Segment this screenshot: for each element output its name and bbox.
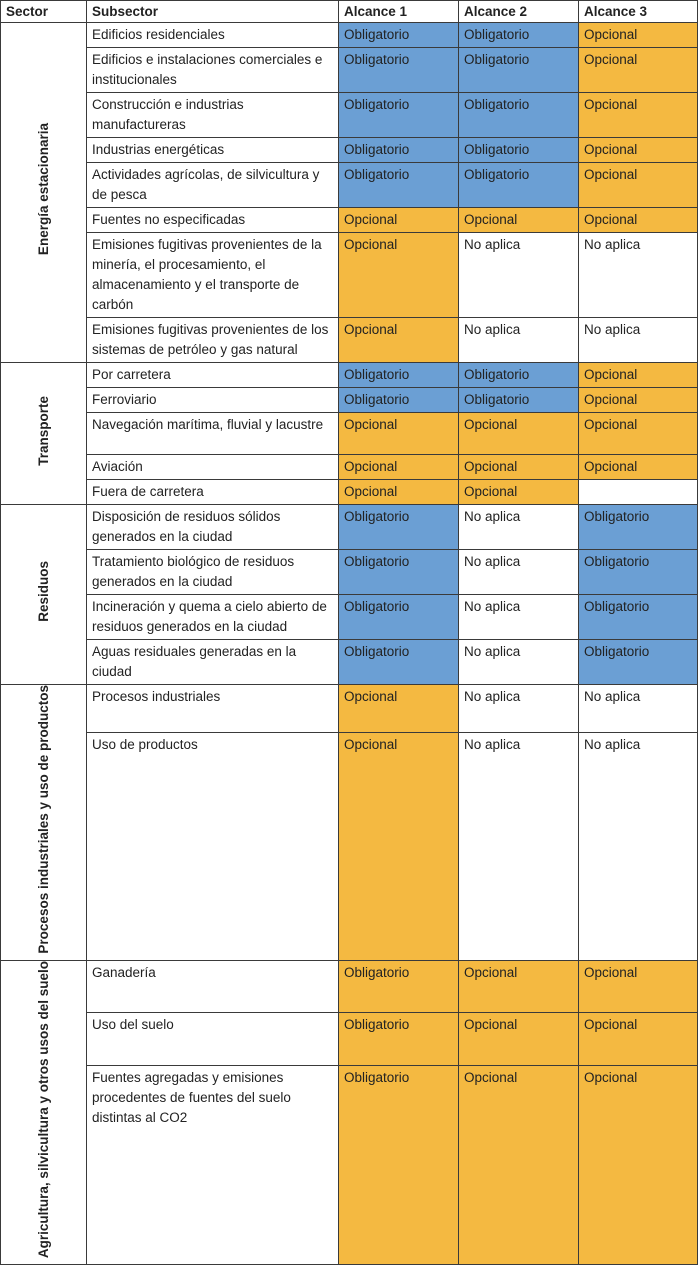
sector-cell: [1, 685, 87, 961]
alcance-2-cell: No aplica: [459, 733, 579, 960]
subsector-cell: Fuentes no especificadas: [87, 208, 339, 233]
sector-cell: [1, 363, 87, 505]
alcance-1-cell: Obligatorio: [339, 960, 459, 1013]
sector-label: Agricultura, silvicultura y otros usos del suelo: [36, 960, 51, 1258]
alcance-1-cell: Obligatorio: [339, 138, 459, 163]
sector-label: Residuos: [36, 561, 51, 622]
alcance-1-cell: Obligatorio: [339, 93, 459, 138]
table-row: [1, 1013, 698, 1066]
alcance-3-cell: Opcional: [579, 960, 698, 1013]
alcance-1-cell: Opcional: [339, 685, 459, 733]
alcance-2-cell: Obligatorio: [459, 93, 579, 138]
subsector-cell: Uso de productos: [87, 733, 339, 960]
table-row: [1, 233, 698, 318]
header-sector: Sector: [1, 1, 87, 23]
subsector-cell: Disposición de residuos sólidos generados en la ciudad: [87, 505, 339, 550]
table-row: [1, 48, 698, 93]
alcance-1-cell: Opcional: [339, 455, 459, 480]
subsector-cell: Fuera de carretera: [87, 480, 339, 505]
alcance-3-cell: Opcional: [579, 413, 698, 455]
alcance-2-cell: Obligatorio: [459, 138, 579, 163]
alcance-3-cell: Opcional: [579, 163, 698, 208]
sector-cell: [1, 505, 87, 685]
alcance-3-cell: Opcional: [579, 388, 698, 413]
alcance-1-cell: Opcional: [339, 233, 459, 318]
alcance-3-cell: Opcional: [579, 93, 698, 138]
table-row: [1, 595, 698, 640]
alcance-3-cell: Opcional: [579, 138, 698, 163]
alcance-2-cell: No aplica: [459, 550, 579, 595]
alcance-2-cell: Opcional: [459, 208, 579, 233]
sector-label: Transporte: [36, 395, 51, 466]
subsector-cell: Aviación: [87, 455, 339, 480]
subsector-cell: Navegación marítima, fluvial y lacustre: [87, 413, 339, 455]
alcance-3-cell: No aplica: [579, 318, 698, 363]
header-row: [1, 1, 698, 23]
table-row: [1, 640, 698, 685]
table-row: [1, 23, 698, 48]
alcance-3-cell: Opcional: [579, 208, 698, 233]
subsector-cell: Emisiones fugitivas provenientes de los sistemas de petróleo y gas natural: [87, 318, 339, 363]
table-row: [1, 93, 698, 138]
alcance-1-cell: Opcional: [339, 208, 459, 233]
alcance-1-cell: Obligatorio: [339, 23, 459, 48]
alcance-2-cell: No aplica: [459, 595, 579, 640]
subsector-cell: Aguas residuales generadas en la ciudad: [87, 640, 339, 685]
alcance-2-cell: No aplica: [459, 318, 579, 363]
subsector-cell: Uso del suelo: [87, 1013, 339, 1066]
table-row: [1, 363, 698, 388]
table-row: [1, 318, 698, 363]
alcance-2-cell: Opcional: [459, 1066, 579, 1265]
alcance-1-cell: Opcional: [339, 413, 459, 455]
alcance-3-cell: Opcional: [579, 1066, 698, 1265]
alcance-3-cell: Obligatorio: [579, 550, 698, 595]
alcance-3-cell: No aplica: [579, 233, 698, 318]
alcance-2-cell: No aplica: [459, 685, 579, 733]
alcance-3-cell: [579, 480, 698, 505]
subsector-cell: Actividades agrícolas, de silvicultura y de pesca: [87, 163, 339, 208]
sector-label: Energía estacionaria: [36, 123, 51, 256]
alcance-3-cell: Opcional: [579, 1013, 698, 1066]
alcance-2-cell: No aplica: [459, 233, 579, 318]
alcance-2-cell: Obligatorio: [459, 388, 579, 413]
alcance-3-cell: Opcional: [579, 48, 698, 93]
table-row: [1, 208, 698, 233]
subsector-cell: Emisiones fugitivas provenientes de la minería, el procesamiento, el almacenamiento y el transporte de carbón: [87, 233, 339, 318]
alcance-1-cell: Obligatorio: [339, 1013, 459, 1066]
alcance-2-cell: No aplica: [459, 640, 579, 685]
table-row: [1, 1066, 698, 1265]
table-row: [1, 455, 698, 480]
alcance-1-cell: Obligatorio: [339, 363, 459, 388]
sector-cell: [1, 23, 87, 363]
subsector-cell: Fuentes agregadas y emisiones procedentes de fuentes del suelo distintas al CO2: [87, 1066, 339, 1265]
alcance-1-cell: Opcional: [339, 318, 459, 363]
alcance-1-cell: Obligatorio: [339, 1066, 459, 1265]
subsector-cell: Por carretera: [87, 363, 339, 388]
table-row: [1, 685, 698, 733]
alcance-3-cell: No aplica: [579, 685, 698, 733]
alcance-1-cell: Obligatorio: [339, 163, 459, 208]
sector-cell: [1, 960, 87, 1264]
alcance-1-cell: Opcional: [339, 733, 459, 960]
header-alcance-2: Alcance 2: [459, 1, 579, 23]
table-row: [1, 733, 698, 960]
subsector-cell: Edificios e instalaciones comerciales e institucionales: [87, 48, 339, 93]
header-alcance-3: Alcance 3: [579, 1, 698, 23]
alcance-1-cell: Obligatorio: [339, 505, 459, 550]
alcance-2-cell: Opcional: [459, 960, 579, 1013]
subsector-cell: Tratamiento biológico de residuos generados en la ciudad: [87, 550, 339, 595]
subsector-cell: Edificios residenciales: [87, 23, 339, 48]
alcance-1-cell: Obligatorio: [339, 640, 459, 685]
alcance-1-cell: Obligatorio: [339, 595, 459, 640]
alcance-3-cell: Obligatorio: [579, 505, 698, 550]
table-row: [1, 138, 698, 163]
table-row: [1, 388, 698, 413]
subsector-cell: Incineración y quema a cielo abierto de residuos generados en la ciudad: [87, 595, 339, 640]
alcance-2-cell: Opcional: [459, 1013, 579, 1066]
alcance-1-cell: Obligatorio: [339, 550, 459, 595]
subsector-cell: Ferroviario: [87, 388, 339, 413]
table-row: [1, 960, 698, 1013]
subsector-cell: Procesos industriales: [87, 685, 339, 733]
alcance-2-cell: No aplica: [459, 505, 579, 550]
alcance-3-cell: Opcional: [579, 455, 698, 480]
table-row: [1, 163, 698, 208]
sector-label: Procesos industriales y uso de productos: [36, 685, 51, 954]
alcance-1-cell: Obligatorio: [339, 48, 459, 93]
alcance-3-cell: Obligatorio: [579, 640, 698, 685]
alcance-2-cell: Opcional: [459, 413, 579, 455]
alcance-2-cell: Obligatorio: [459, 363, 579, 388]
subsector-cell: Construcción e industrias manufactureras: [87, 93, 339, 138]
table-body: [1, 23, 698, 1265]
alcance-2-cell: Obligatorio: [459, 163, 579, 208]
table-row: [1, 480, 698, 505]
alcance-3-cell: Opcional: [579, 23, 698, 48]
alcance-3-cell: Obligatorio: [579, 595, 698, 640]
table-row: [1, 505, 698, 550]
alcance-3-cell: Opcional: [579, 363, 698, 388]
subsector-cell: Ganadería: [87, 960, 339, 1013]
table-row: [1, 413, 698, 455]
alcance-3-cell: No aplica: [579, 733, 698, 960]
alcance-2-cell: Obligatorio: [459, 23, 579, 48]
alcance-2-cell: Obligatorio: [459, 48, 579, 93]
alcance-2-cell: Opcional: [459, 480, 579, 505]
table-row: [1, 550, 698, 595]
header-subsector: Subsector: [87, 1, 339, 23]
subsector-cell: Industrias energéticas: [87, 138, 339, 163]
alcance-2-cell: Opcional: [459, 455, 579, 480]
alcance-1-cell: Obligatorio: [339, 388, 459, 413]
header-alcance-1: Alcance 1: [339, 1, 459, 23]
alcance-1-cell: Opcional: [339, 480, 459, 505]
